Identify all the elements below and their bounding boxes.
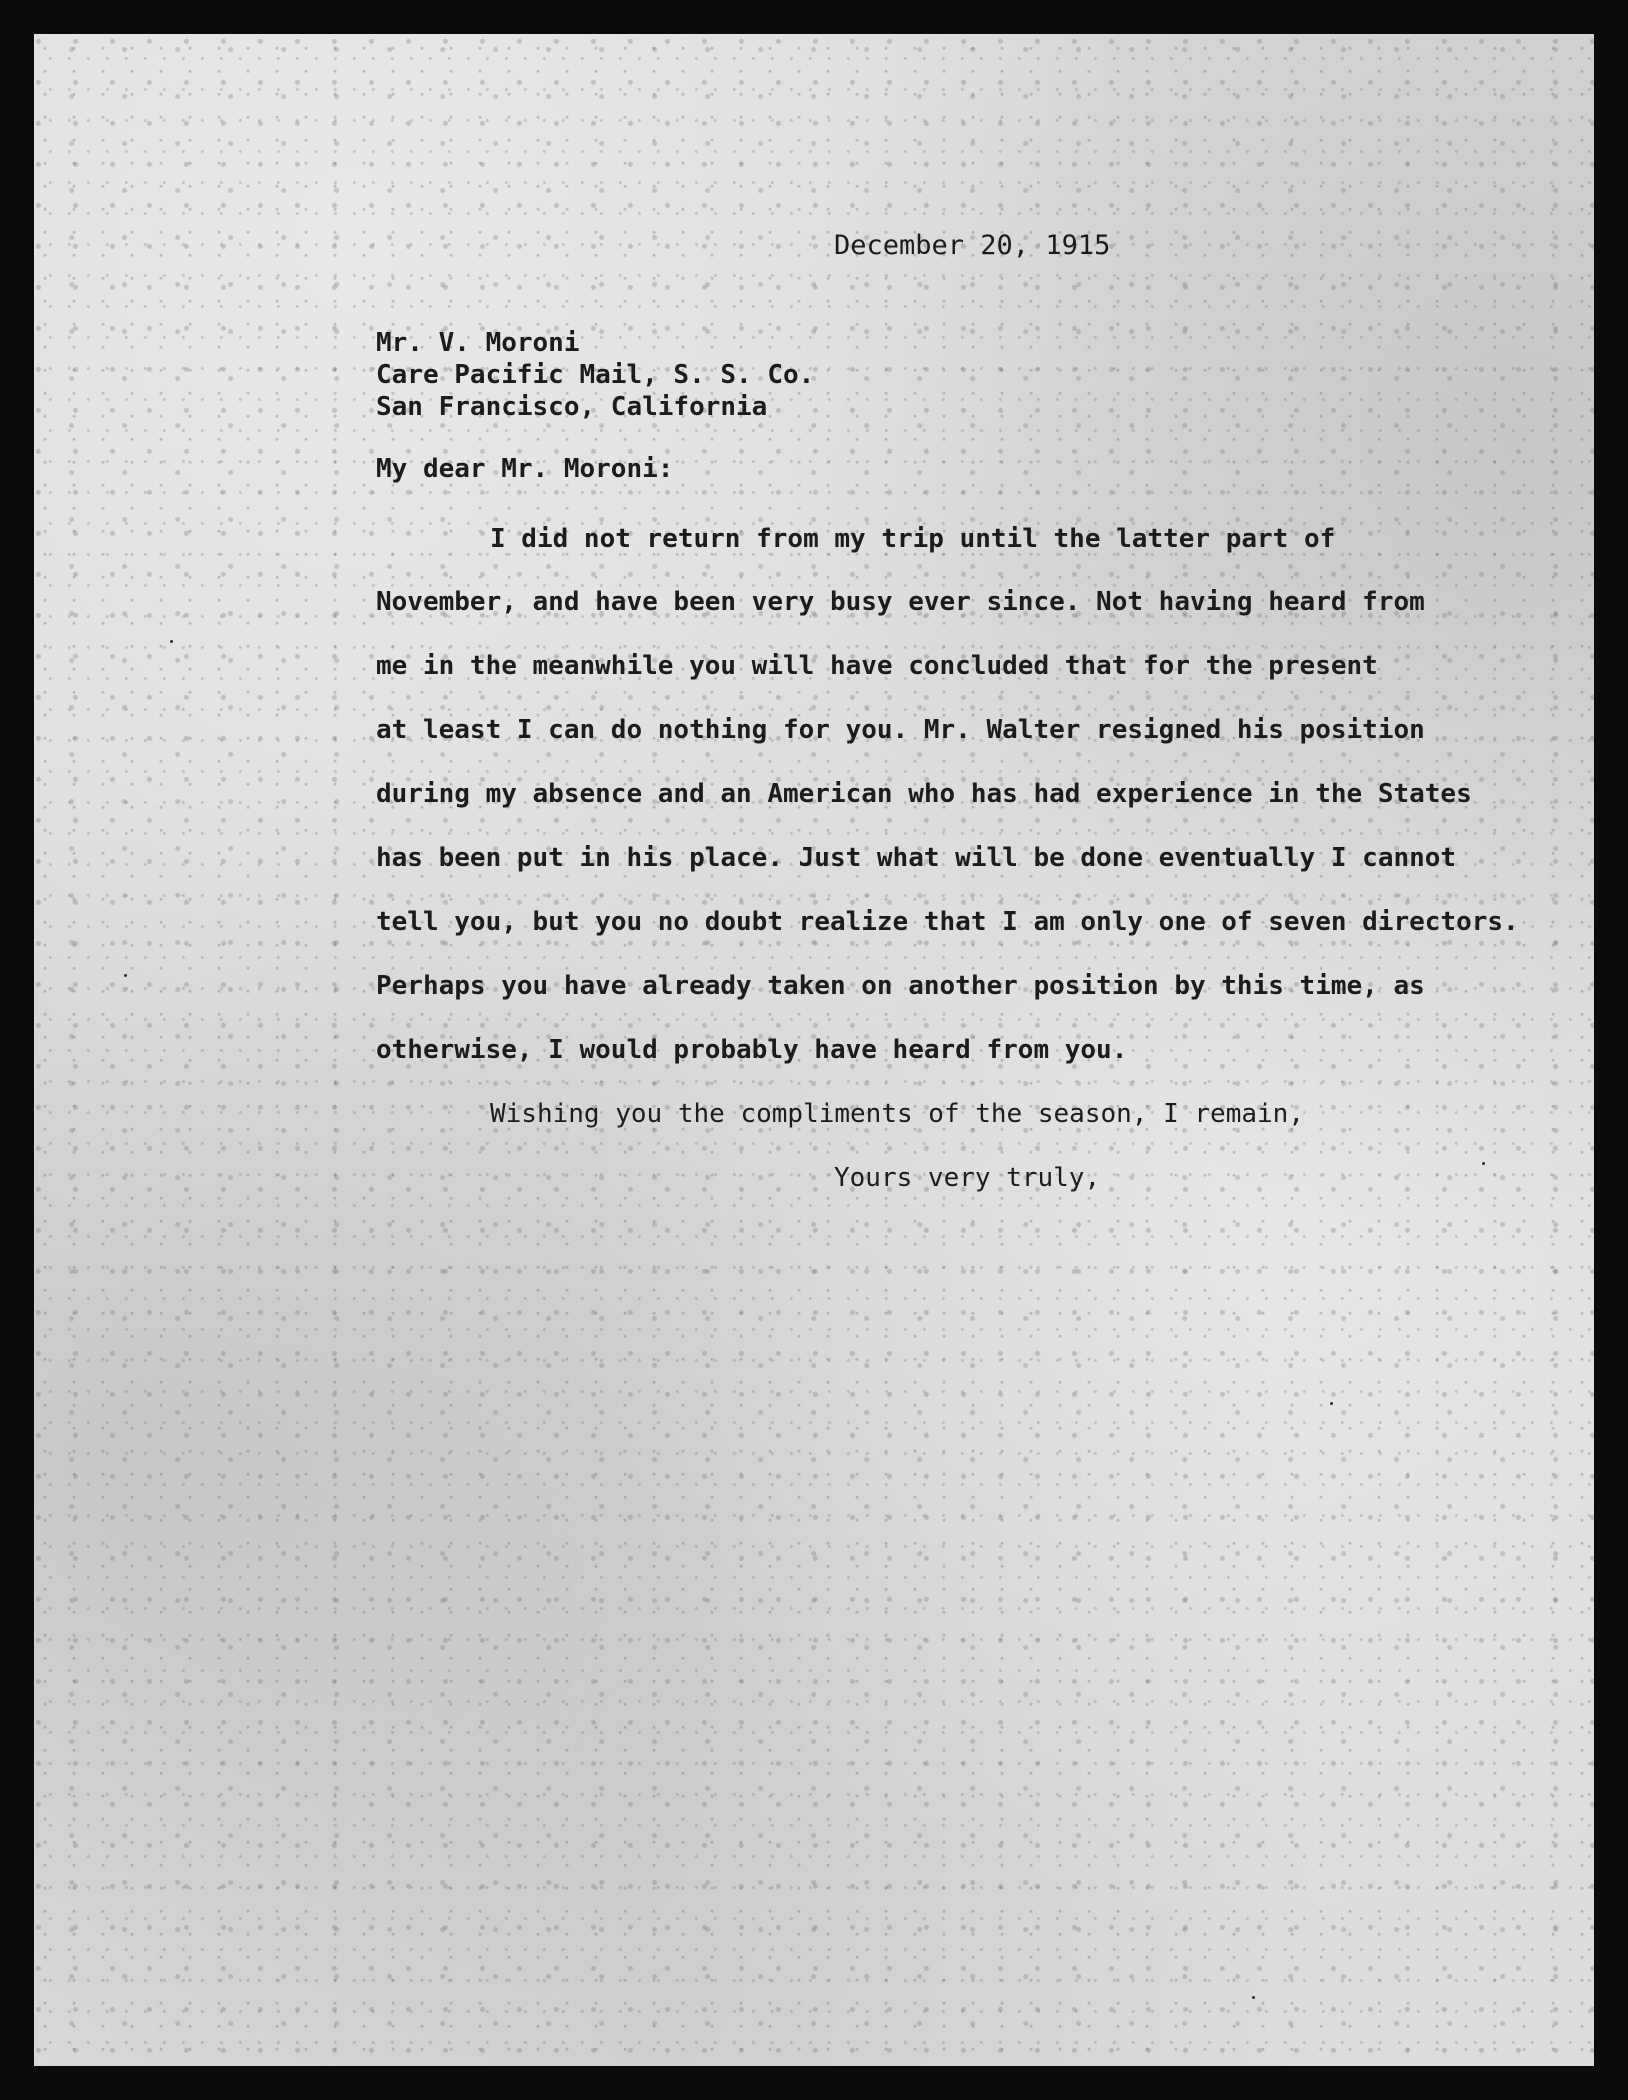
body-line: November, and have been very busy ever since. Not having heard from [376, 587, 1425, 617]
body-line: at least I can do nothing for you. Mr. Walter resigned his position [376, 715, 1425, 745]
body-line: otherwise, I would probably have heard from you. [376, 1035, 1128, 1065]
recipient-address-line-2: San Francisco, California [376, 392, 768, 422]
paper-speck [1330, 1402, 1333, 1405]
body-line: has been put in his place. Just what will be done eventually I cannot [376, 843, 1457, 873]
paper-speck [1482, 1162, 1485, 1165]
letter-date: December 20, 1915 [834, 230, 1111, 261]
body-line: Perhaps you have already taken on another position by this time, as [376, 971, 1425, 1001]
letter-page [34, 34, 1594, 2066]
salutation: My dear Mr. Moroni: [376, 454, 674, 484]
body-line: tell you, but you no doubt realize that I am only one of seven directors. [376, 907, 1519, 937]
recipient-name: Mr. V. Moroni [376, 328, 580, 358]
paper-speck [124, 974, 127, 977]
paper-speck [1252, 1996, 1255, 1999]
body-line: during my absence and an American who has had experience in the States [376, 779, 1472, 809]
paper-speck [170, 640, 173, 643]
valediction: Yours very truly, [834, 1163, 1101, 1193]
closing-line: Wishing you the compliments of the season, I remain, [490, 1099, 1304, 1129]
body-line: I did not return from my trip until the latter part of [490, 524, 1336, 554]
recipient-address-line-1: Care Pacific Mail, S. S. Co. [376, 360, 815, 390]
body-line: me in the meanwhile you will have concluded that for the present [376, 651, 1378, 681]
